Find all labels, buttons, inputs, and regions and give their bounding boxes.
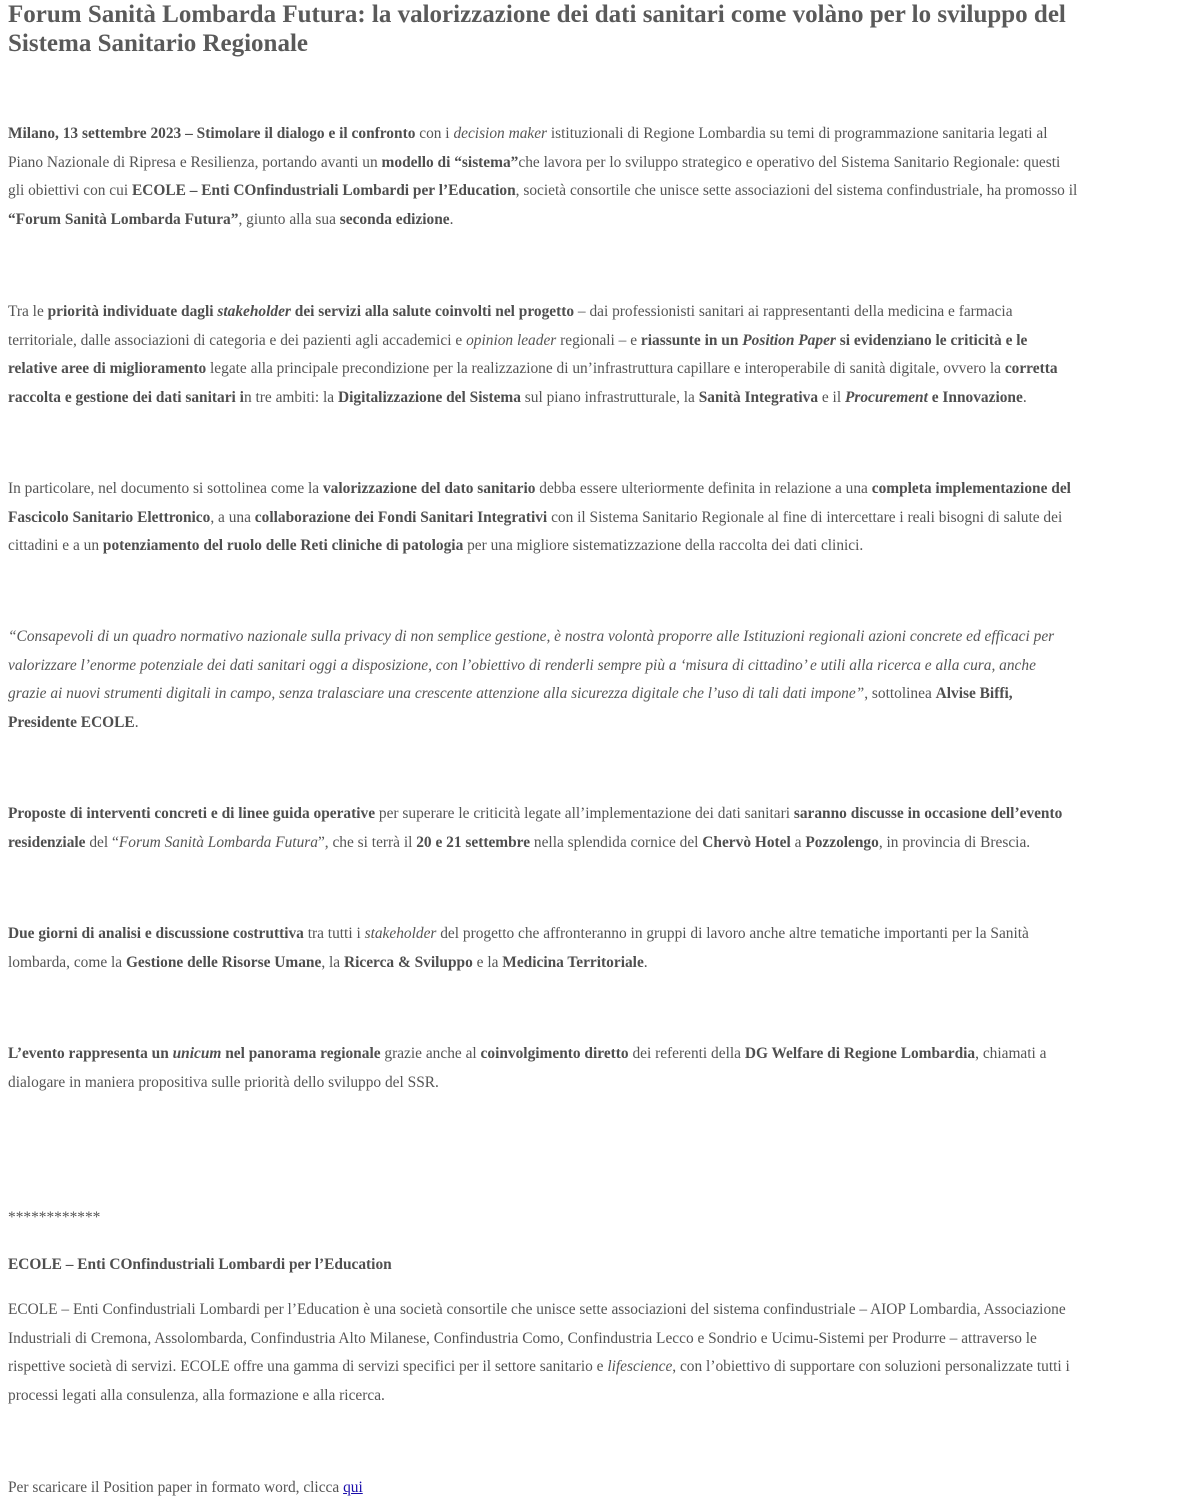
text-run: tra tutti i (303, 925, 365, 942)
text-run: che lavora per lo sviluppo strategico e operativo del Sistema Sanitario Regionale: questi (518, 153, 1061, 171)
paragraph-unicum (8, 1040, 1200, 1097)
download-line (8, 1474, 1200, 1500)
text-run: Sanità Integrativa (698, 389, 819, 407)
text-run: del progetto che affronteranno in gruppi di lavoro anche altre tematiche importanti per la Sanità (436, 925, 1029, 942)
text-run: Procurement (844, 389, 928, 407)
text-run: – dai professionisti sanitari ai rappresentanti della medicina e farmacia (574, 303, 1013, 320)
text-run: debba essere ulteriormente definita in relazione a una (535, 480, 872, 497)
text-run: ECOLE – Enti COnfindustriali Lombardi per l’Education (8, 1256, 392, 1273)
text-run: decision maker (453, 125, 548, 142)
text-run: . (1022, 389, 1027, 407)
text-run: Presidente ECOLE (8, 714, 135, 732)
text-run: , società consortile che unisce sette associazioni del sistema confindustriale, ha promosso il (515, 182, 1078, 200)
text-run: ************ (8, 1209, 101, 1226)
text-run: dialogare in maniera propositiva sulle priorità dello sviluppo del SSR. (8, 1073, 439, 1091)
text-run: regionali – e (556, 331, 641, 349)
separator (8, 1204, 1200, 1233)
text-run: per una migliore sistematizzazione della raccolta dei dati clinici. (463, 537, 864, 555)
text-run: . (643, 953, 648, 971)
text-run: Per scaricare il Position paper in formato word, clicca (8, 1479, 344, 1496)
text-run: residenziale (8, 833, 86, 851)
text-run: priorità individuate dagli (47, 303, 218, 320)
text-run: “Forum Sanità Lombarda Futura” (8, 211, 239, 229)
text-run: si evidenziano le criticità e le (835, 331, 1028, 349)
text-run: rispettive società di servizi. ECOLE offre una gamma di servizi specifici per il settore sanitario e (8, 1358, 608, 1376)
text-run: sul piano infrastrutturale, la (520, 389, 699, 407)
text-run: opinion leader (466, 331, 557, 349)
text-run: corretta (1004, 360, 1058, 378)
text-run: con il Sistema Sanitario Regionale al fine di intercettare i reali bisogni di salute dei (547, 508, 1063, 526)
paragraph-intro (8, 120, 1200, 235)
text-run: con i (415, 125, 454, 142)
paragraph-priorities (8, 298, 1200, 413)
text-run: Alvise Biffi, (935, 685, 1013, 703)
text-run: Forum Sanità Lombarda Futura (118, 833, 318, 851)
text-run: . (449, 211, 454, 229)
text-run: grazie anche al (380, 1045, 481, 1062)
text-run: 20 e 21 settembre (416, 833, 531, 851)
text-run: valorizzare l’enorme potenziale dei dati sanitari oggi a disposizione, con l’obiettivo di renderli sempre più a ‘misura di cittadino’ e utili alla ricerca e alla cura, anche (8, 656, 1036, 674)
text-run: lombarda, come la (8, 953, 126, 971)
article-page (8, 0, 1200, 1500)
text-run: Due giorni di analisi e discussione costruttiva (8, 925, 304, 942)
paragraph-proposals (8, 800, 1200, 857)
paragraph-two-days (8, 920, 1200, 977)
text-run: legate alla principale precondizione per la realizzazione di un’infrastruttura capillare e interoperabile di sanità digitale, ovvero la (206, 360, 1005, 378)
text-run: unicum (172, 1045, 222, 1062)
text-run: valorizzazione del dato sanitario (322, 480, 536, 497)
text-run: Digitalizzazione del Sistema (337, 389, 521, 407)
text-run: stakeholder (217, 303, 291, 320)
text-run: DG Welfare di Regione Lombardia (744, 1045, 976, 1062)
text-run: . (134, 714, 139, 732)
title-line-1: Forum Sanità Lombarda Futura: la valorizzazione dei dati sanitari come volàno per lo sviluppo del (8, 1, 1066, 28)
text-run: riassunte in un (640, 331, 743, 349)
text-run: n tre ambiti: la (243, 389, 338, 407)
text-run: Position Paper (742, 331, 836, 349)
paragraph-about (8, 1296, 1200, 1411)
text-run: , giunto alla sua (238, 211, 340, 229)
text-run: territoriale, dalle associazioni di categoria e dei pazienti agli accademici e (8, 331, 467, 349)
text-run: , in provincia di Brescia. (878, 833, 1031, 851)
title-line-2: Sistema Sanitario Regionale (8, 30, 308, 57)
text-run: e Innovazione (927, 389, 1023, 407)
text-run: stakeholder (364, 925, 437, 942)
text-run: completa implementazione del (871, 480, 1071, 497)
dateline: Milano, 13 settembre 2023 – Stimolare il dialogo e il confronto (8, 125, 416, 142)
text-run: , la (321, 953, 344, 971)
text-run: , a una (210, 508, 255, 526)
text-run: istituzionali di Regione Lombardia su temi di programmazione sanitaria legati al (547, 125, 1048, 142)
text-run: “Consapevoli di un quadro normativo nazionale sulla privacy di non semplice gestione, è nostra volontà proporre alle Istituzioni regionali azioni concrete ed efficaci per (8, 628, 1055, 645)
text-run: nel panorama regionale (221, 1045, 381, 1062)
text-run: processi legati alla consulenza, alla formazione e alla ricerca. (8, 1387, 385, 1405)
text-run: per superare le criticità legate all’implementazione dei dati sanitari (375, 805, 794, 822)
text-run: grazie ai nuovi strumenti digitali in campo, senza tralasciare una crescente attenzione alla sicurezza digitale che l’uso di tali dati impone” (8, 685, 865, 703)
text-run: Tra le (8, 303, 48, 320)
about-title (8, 1251, 1200, 1280)
text-run: modello di “sistema” (381, 153, 519, 171)
text-run: nella splendida cornice del (530, 833, 703, 851)
text-run: saranno discusse in occasione dell’evento (793, 805, 1063, 822)
text-run: Ricerca & Sviluppo (343, 953, 473, 971)
download-link[interactable]: qui (343, 1479, 363, 1496)
text-run: relative aree di miglioramento (8, 360, 207, 378)
text-run: L’evento rappresenta un (8, 1045, 173, 1062)
text-run: , con l’obiettivo di supportare con soluzioni personalizzate tutti i (672, 1358, 1070, 1376)
text-run: coinvolgimento diretto (480, 1045, 629, 1062)
text-run: lifescience (607, 1358, 673, 1376)
text-run: e la (472, 953, 503, 971)
text-run: Proposte di interventi concreti e di linee guida operative (8, 805, 376, 822)
text-run: Pozzolengo (805, 833, 879, 851)
text-run: del “ (85, 833, 119, 851)
paragraph-details (8, 475, 1200, 561)
text-run: ECOLE – Enti Confindustriali Lombardi per l’Education è una società consortile che unisce sette associazioni del sistema confindustriale – AIOP Lombardia, Associazione (8, 1301, 1066, 1318)
text-run: raccolta e gestione dei dati sanitari i (8, 389, 244, 407)
text-run: In particolare, nel documento si sottolinea come la (8, 480, 323, 497)
text-run: ”, che si terrà il (317, 833, 417, 851)
paragraph-quote (8, 623, 1200, 738)
text-run: , chiamati a (975, 1045, 1047, 1062)
article-title (8, 0, 1198, 58)
text-run: Chervò Hotel (702, 833, 791, 851)
text-run: cittadini e a un (8, 537, 103, 555)
text-run: , sottolinea (864, 685, 936, 703)
text-run: Gestione delle Risorse Umane (125, 953, 322, 971)
text-run: collaborazione dei Fondi Sanitari Integrativi (254, 508, 548, 526)
text-run: Piano Nazionale di Ripresa e Resilienza, portando avanti un (8, 153, 382, 171)
text-run: Medicina Territoriale (502, 953, 644, 971)
text-run: seconda edizione (339, 211, 450, 229)
text-run: potenziamento del ruolo delle Reti cliniche di patologia (102, 537, 464, 555)
text-run: ECOLE – Enti COnfindustriali Lombardi per l’Education (131, 182, 516, 200)
text-run: e il (818, 389, 845, 407)
text-run: dei servizi alla salute coinvolti nel progetto (290, 303, 575, 320)
text-run: Industriali di Cremona, Assolombarda, Confindustria Alto Milanese, Confindustria Como, Confindustria Lecco e Sondrio e Ucimu-Sistemi per Produrre – attraverso le (8, 1329, 1037, 1347)
text-run: dei referenti della (628, 1045, 745, 1062)
text-run: gli obiettivi con cui (8, 182, 132, 200)
text-run: Fascicolo Sanitario Elettronico (8, 508, 211, 526)
text-run: a (790, 833, 806, 851)
